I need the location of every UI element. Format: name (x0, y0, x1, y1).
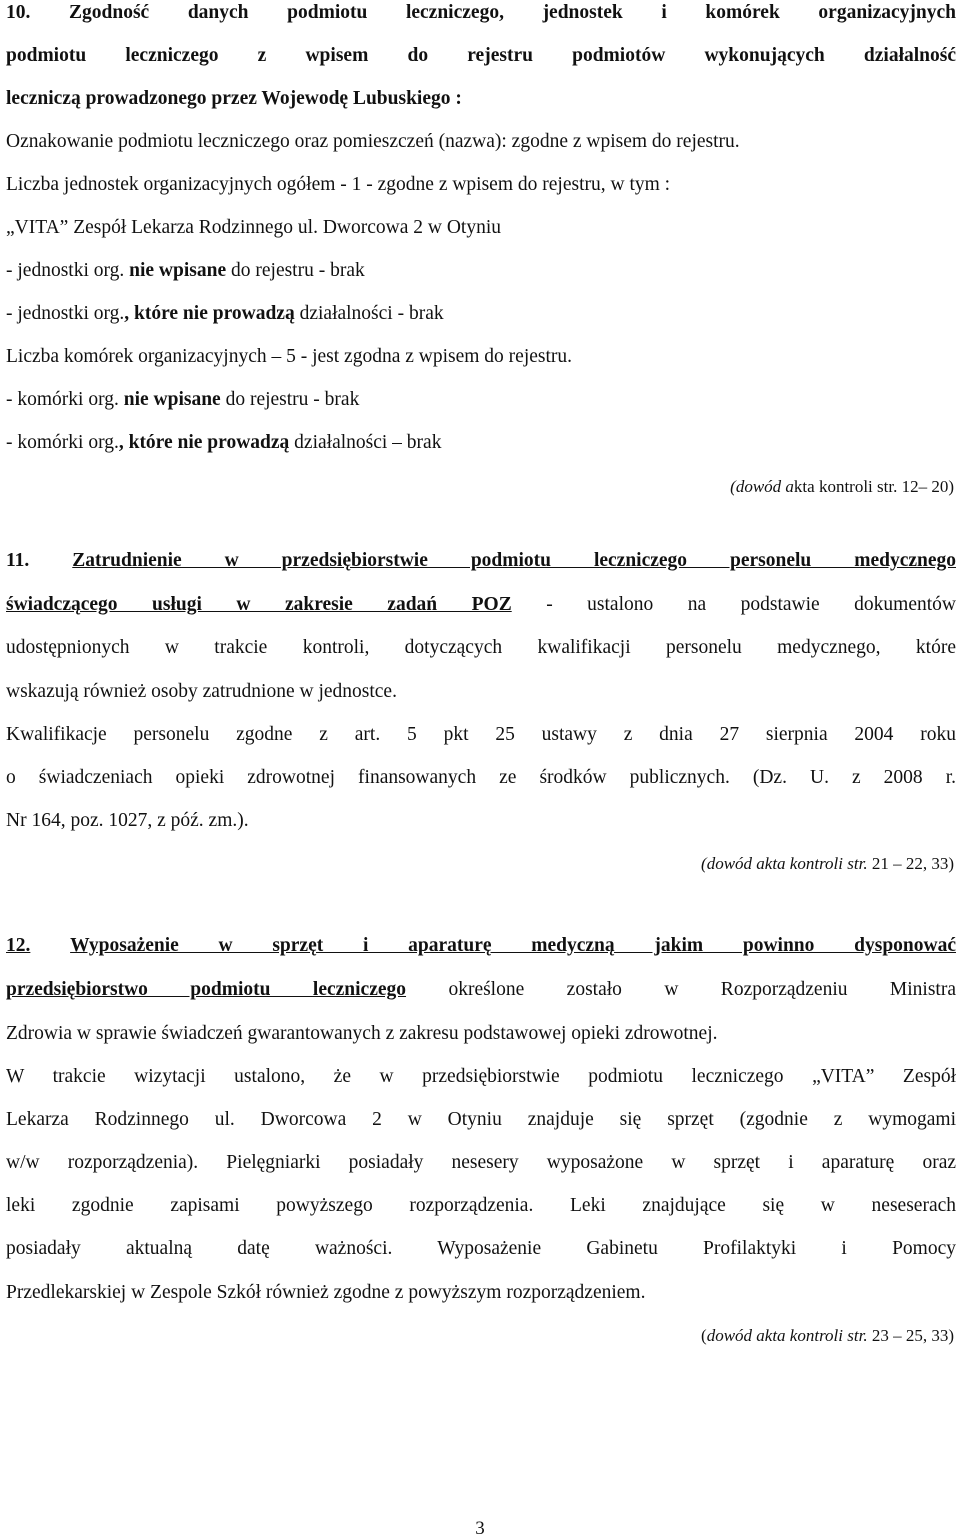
s12-heading-line-1: 12. Wyposażenie w sprzęt i aparaturę medyczną jakim powinno dysponować (6, 935, 956, 956)
s10-text-line: Liczba komórek organizacyjnych – 5 - jest zgodna z wpisem do rejestru. (6, 346, 573, 367)
s12-text-line: Przedlekarskiej w Zespole Szkół również zgodne z powyższym rozporządzeniem. (6, 1282, 646, 1303)
s12-text-line: w/w rozporządzenia). Pielęgniarki posiadały nesesery wyposażone w sprzęt i aparaturę oraz (6, 1152, 956, 1173)
s12-text-line: Lekarza Rodzinnego ul. Dworcowa 2 w Otyniu znajduje się sprzęt (zgodnie z wymogami (6, 1109, 956, 1130)
s10-text-line: Oznakowanie podmiotu leczniczego oraz pomieszczeń (nazwa): zgodne z wpisem do rejestru. (6, 131, 740, 152)
page-number: 3 (475, 1518, 485, 1539)
s11-text-line: wskazują również osoby zatrudnione w jednostce. (6, 681, 397, 702)
s12-text-line: Zdrowia w sprawie świadczeń gwarantowanych z zakresu podstawowej opieki zdrowotnej. (6, 1023, 718, 1044)
s12-text-line: leki zgodnie zapisami powyższego rozporządzenia. Leki znajdujące się w neseserach (6, 1195, 956, 1216)
s10-heading-line-1: 10. Zgodność danych podmiotu leczniczego, jednostek i komórek organizacyjnych (6, 2, 956, 23)
s12-heading-line-2: przedsiębiorstwo podmiotu leczniczego określone zostało w Rozporządzeniu Ministra (6, 979, 956, 1000)
s11-text-line: udostępnionych w trakcie kontroli, dotyczących kwalifikacji personelu medycznego, które (6, 637, 956, 658)
s11-text-line: Kwalifikacje personelu zgodne z art. 5 pkt 25 ustawy z dnia 27 sierpnia 2004 roku (6, 724, 956, 745)
s10-text-line: - komórki org., które nie prowadzą działalności – brak (6, 432, 442, 453)
s10-heading-line-2: podmiotu leczniczego z wpisem do rejestru podmiotów wykonujących działalność (6, 45, 956, 66)
s12-text-line: posiadały aktualną datę ważności. Wyposażenie Gabinetu Profilaktyki i Pomocy (6, 1238, 956, 1259)
s11-text-line: o świadczeniach opieki zdrowotnej finansowanych ze środków publicznych. (Dz. U. z 2008 r. (6, 767, 956, 788)
s11-heading-line-2: świadczącego usługi w zakresie zadań POZ - ustalono na podstawie dokumentów (6, 594, 956, 615)
s10-text-line: „VITA” Zespół Lekarza Rodzinnego ul. Dworcowa 2 w Otyniu (6, 217, 501, 238)
s12-text-line: W trakcie wizytacji ustalono, że w przedsiębiorstwie podmiotu leczniczego „VITA” Zespół (6, 1066, 956, 1087)
s10-text-line: - jednostki org. nie wpisane do rejestru - brak (6, 260, 365, 281)
s11-heading-line-1: 11. Zatrudnienie w przedsiębiorstwie podmiotu leczniczego personelu medycznego (6, 550, 956, 571)
s10-heading-line-3: leczniczą prowadzonego przez Wojewodę Lubuskiego : (6, 88, 462, 109)
evidence-reference: (dowód akta kontroli str. 12– 20) (730, 477, 954, 496)
s10-text-line: Liczba jednostek organizacyjnych ogółem - 1 - zgodne z wpisem do rejestru, w tym : (6, 174, 671, 195)
evidence-reference: (dowód akta kontroli str. 23 – 25, 33) (701, 1326, 954, 1345)
evidence-reference: (dowód akta kontroli str. 21 – 22, 33) (701, 854, 954, 873)
s11-text-line: Nr 164, poz. 1027, z póź. zm.). (6, 810, 249, 831)
s10-text-line: - jednostki org., które nie prowadzą działalności - brak (6, 303, 444, 324)
s10-text-line: - komórki org. nie wpisane do rejestru - brak (6, 389, 360, 410)
